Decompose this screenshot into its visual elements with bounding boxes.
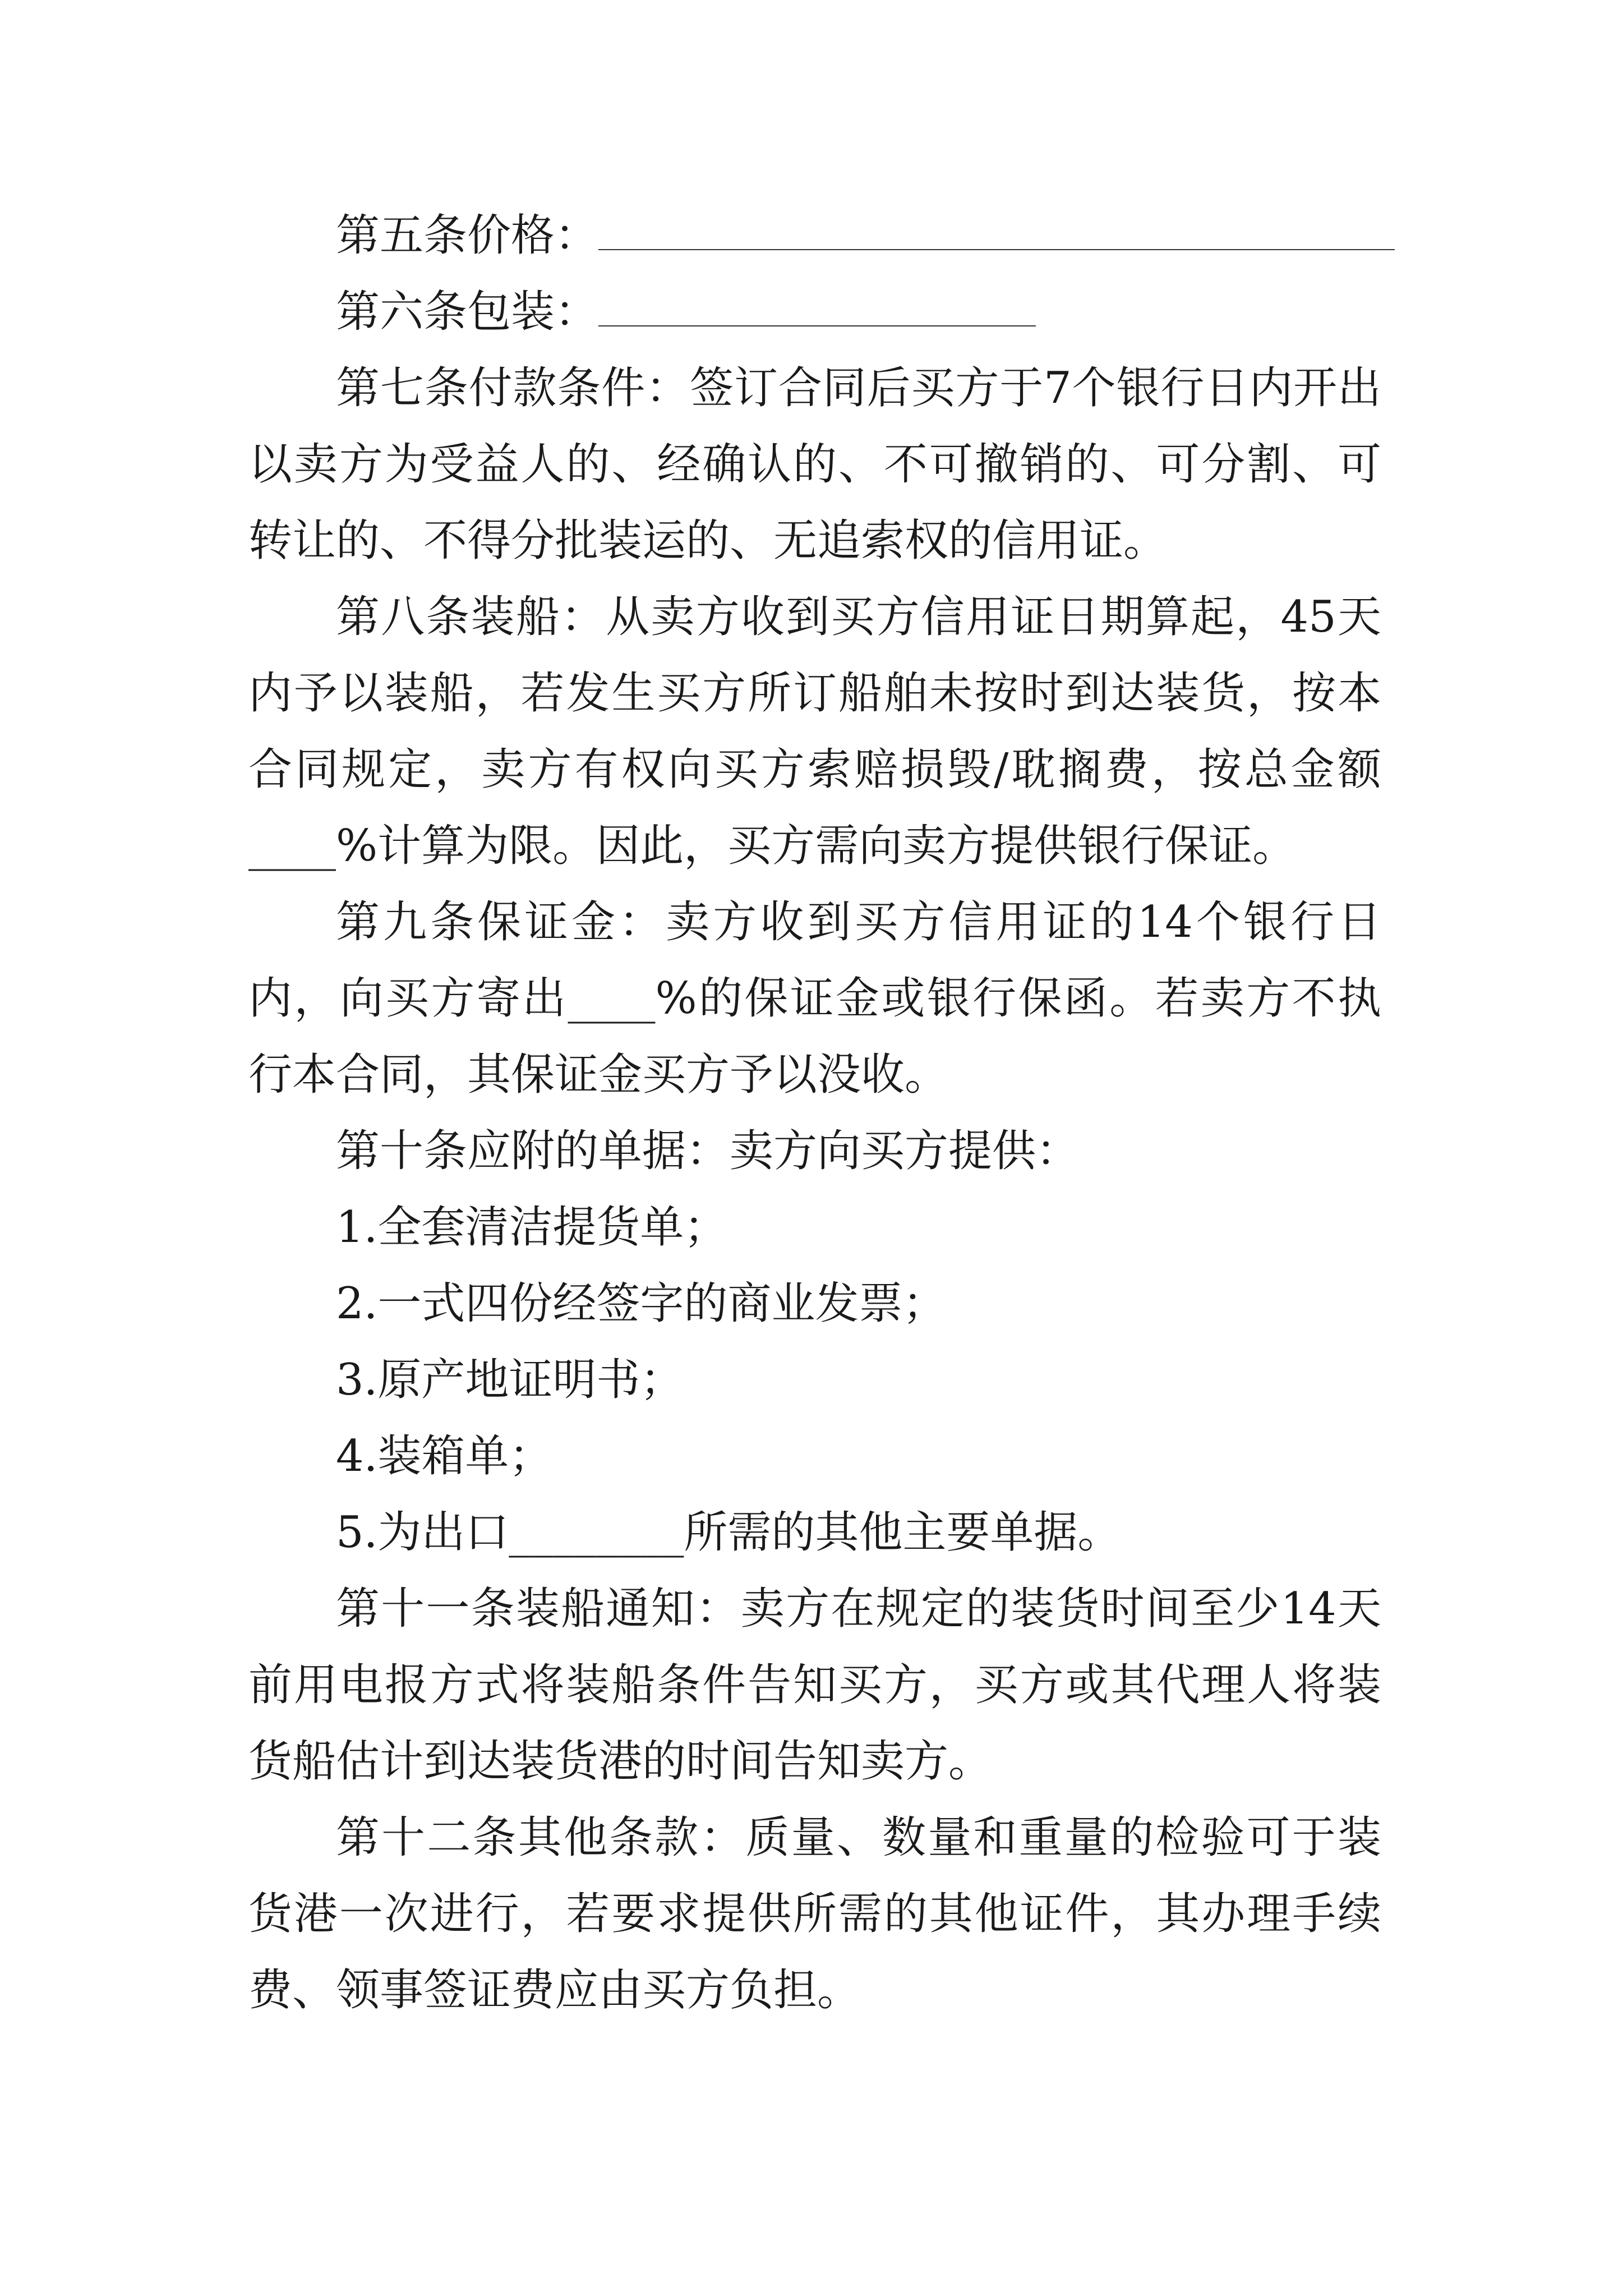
item-5-text-b: 所需的其他主要单据。 <box>684 1507 1122 1558</box>
clause-5-label: 第五条价格： <box>336 210 599 261</box>
clause-8-text-b: %计算为限。因此，买方需向卖方提供银行保证。 <box>336 821 1297 871</box>
clause-8-shipment <box>248 579 1381 884</box>
clause-8-blank[interactable]: ____ <box>248 821 336 871</box>
packaging-blank-field[interactable] <box>598 293 1036 326</box>
clause-8-text-a: 第八条装船：从卖方收到买方信用证日期算起，45天内予以装船，若发生买方所订船舶未按时到达装货，按本合同规定，卖方有权向买方索赔损毁/耽搁费，按总金额 <box>248 592 1381 795</box>
clause-9-text-a: 第九条保证金：卖方收到买方信用证的14个银行日内，向买方寄出 <box>248 897 1381 1024</box>
document-item-2: 2.一式四份经签字的商业发票； <box>336 1278 947 1329</box>
contract-body <box>248 197 1381 2028</box>
clause-10-documents: 第十条应附的单据：卖方向买方提供： <box>336 1126 1080 1176</box>
document-item-3: 3.原产地证明书； <box>336 1355 684 1405</box>
document-item-5 <box>248 1494 1381 1571</box>
clause-5-price <box>248 197 1381 274</box>
clause-6-label: 第六条包装： <box>336 287 599 337</box>
clause-12-other-terms: 第十二条其他条款：质量、数量和重量的检验可于装货港一次进行，若要求提供所需的其他证件，其办理手续费、领事签证费应由买方负担。 <box>248 1812 1381 2016</box>
clause-9-deposit <box>248 884 1381 1113</box>
clause-11-shipping-notice: 第十一条装船通知：卖方在规定的装货时间至少14天前用电报方式将装船条件告知买方，买方或其代理人将装货船估计到达装货港的时间告知卖方。 <box>248 1584 1381 1787</box>
document-item-4: 4.装箱单； <box>336 1431 553 1481</box>
clause-9-blank[interactable]: ____ <box>568 973 656 1024</box>
item-5-text-a: 5.为出口 <box>336 1507 509 1558</box>
clause-6-packaging <box>248 274 1381 350</box>
clause-9-text-b: %的保证金或银行保函。若卖方不执行本合同，其保证金买方予以没收。 <box>248 973 1381 1100</box>
item-5-blank[interactable]: ________ <box>509 1507 684 1558</box>
clause-7-payment: 第七条付款条件：签订合同后买方于7个银行日内开出以卖方为受益人的、经确认的、不可撤销的、可分割、可转让的、不得分批装运的、无追索权的信用证。 <box>248 363 1381 566</box>
price-blank-field[interactable] <box>598 217 1395 250</box>
document-item-1: 1.全套清洁提货单； <box>336 1202 728 1253</box>
